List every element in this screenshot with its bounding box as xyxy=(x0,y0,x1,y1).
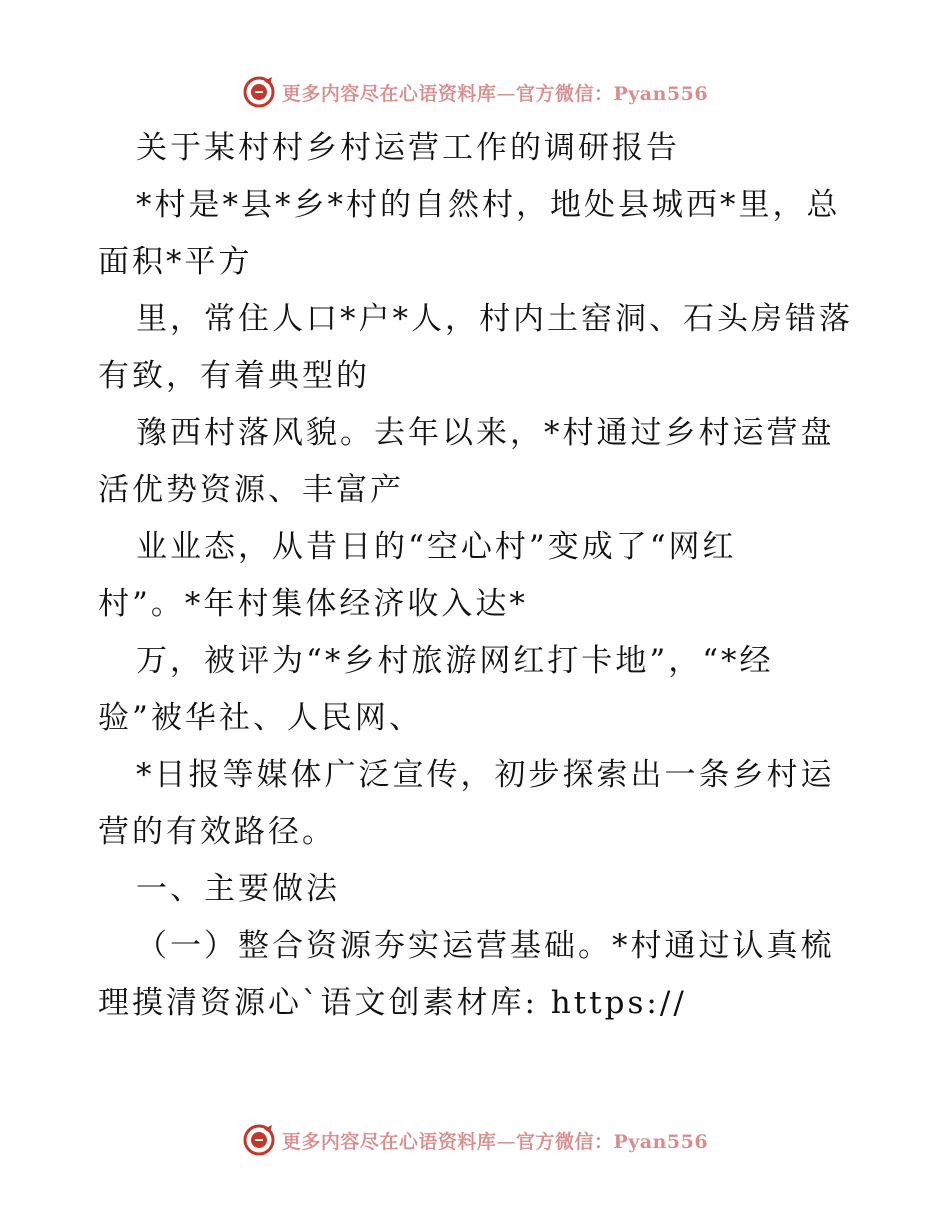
body-line: 活优势资源、丰富产 xyxy=(98,472,404,508)
body-line: 验”被华社、人民网、 xyxy=(98,700,423,736)
brand-logo-icon xyxy=(242,1123,276,1157)
body-line: *日报等媒体广泛宣传，初步探索出一条乡村运 xyxy=(136,757,835,793)
body-line: *村是*县*乡*村的自然村，地处县城西*里，总 xyxy=(136,187,841,223)
body-line: 营的有效路径。 xyxy=(98,814,336,850)
body-line: 理摸清资源心`语文创素材库: https:// xyxy=(98,985,687,1021)
body-line: 面积*平方 xyxy=(98,244,253,280)
watermark-banner-bottom xyxy=(0,1120,950,1160)
brand-logo-icon xyxy=(242,75,276,109)
body-line: 万，被评为“*乡村旅游网红打卡地”，“*经 xyxy=(136,643,774,679)
watermark-text: 更多内容尽在心语资料库—官方微信：Pyan556 xyxy=(281,82,709,105)
body-line: 豫西村落风貌。去年以来，*村通过乡村运营盘 xyxy=(136,415,835,451)
document-body xyxy=(98,120,888,1032)
body-line: 关于某村村乡村运营工作的调研报告 xyxy=(136,130,680,166)
body-line: 业业态，从昔日的“空心村”变成了“网红 xyxy=(136,529,737,565)
body-line: 有致，有着典型的 xyxy=(98,358,370,394)
body-line: 里，常住人口*户*人，村内土窑洞、石头房错落 xyxy=(136,301,853,337)
watermark-group xyxy=(242,75,708,109)
watermark-banner-top xyxy=(0,72,950,112)
body-line: （一）整合资源夯实运营基础。*村通过认真梳 xyxy=(136,928,835,964)
watermark-group xyxy=(242,1123,708,1157)
body-line: 一、主要做法 xyxy=(136,871,340,907)
watermark-text: 更多内容尽在心语资料库—官方微信：Pyan556 xyxy=(281,1130,709,1153)
body-line: 村”。*年村集体经济收入达* xyxy=(98,586,528,622)
